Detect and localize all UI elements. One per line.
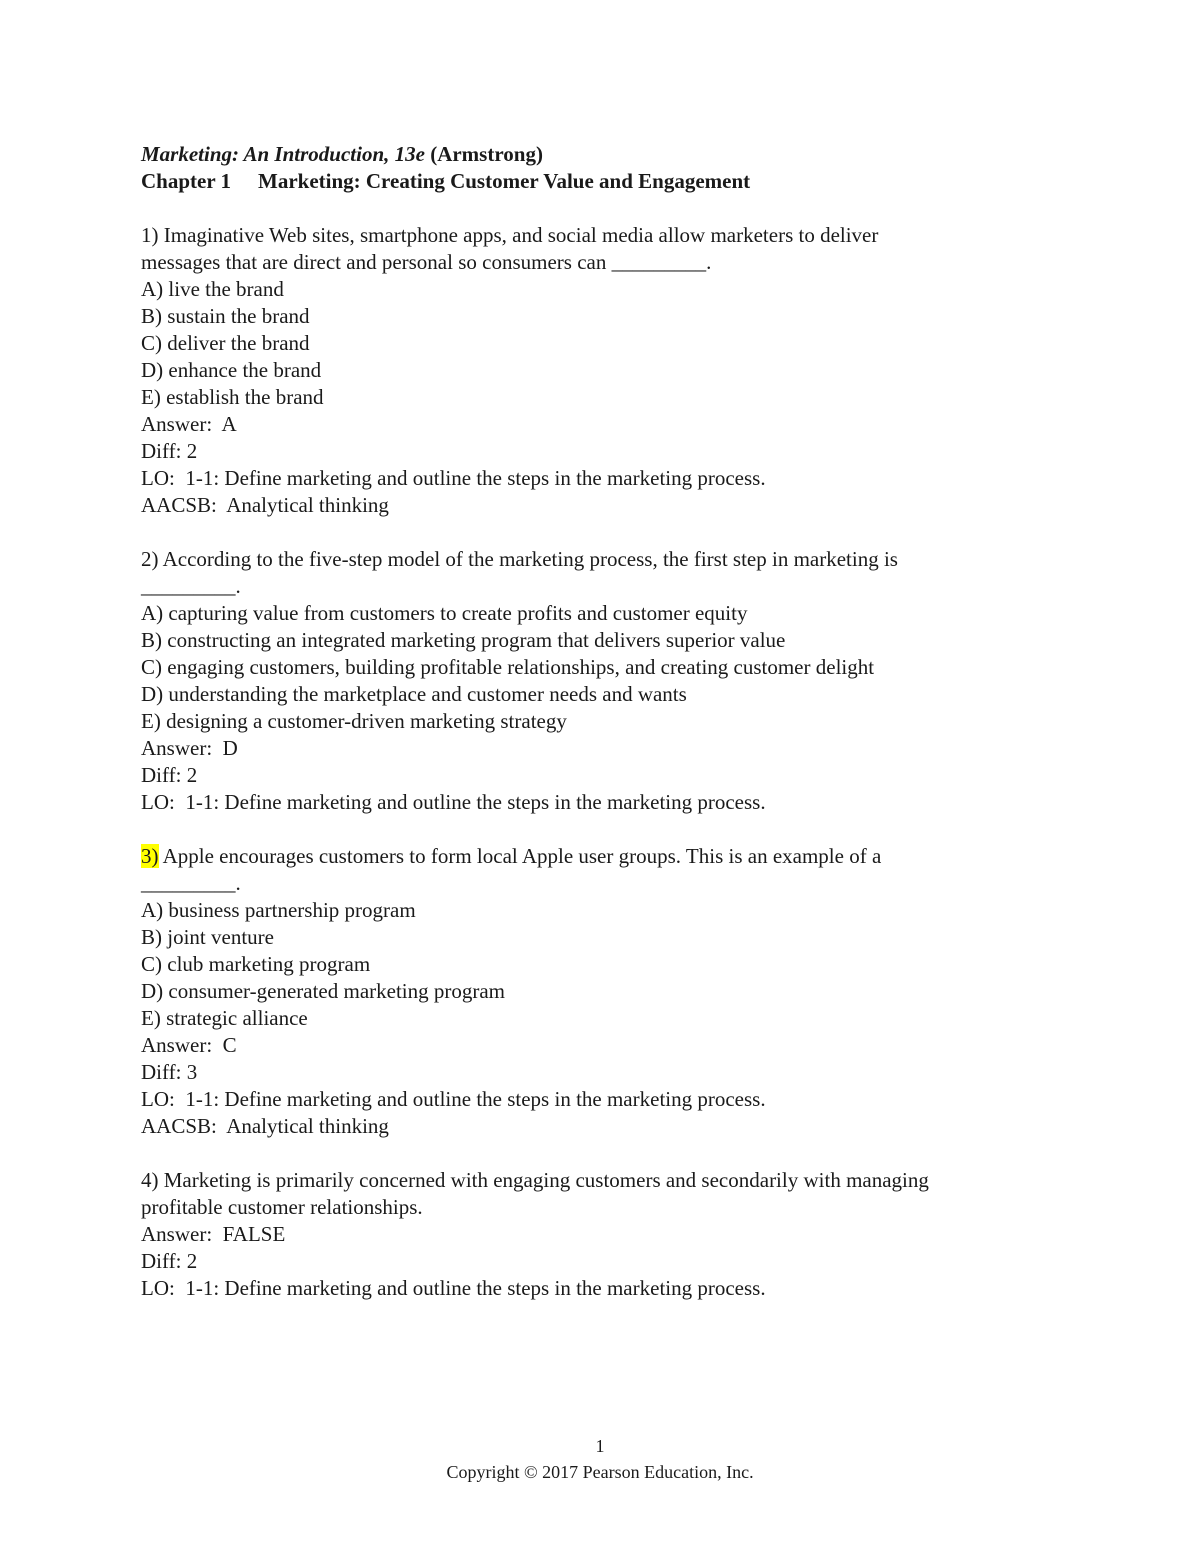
question-stem <box>141 1167 1041 1194</box>
option-c: C) deliver the brand <box>141 331 310 355</box>
spacer <box>141 816 1041 843</box>
question-text: Imaginative Web sites, smartphone apps, and social media allow marketers to deliver <box>158 223 879 247</box>
question-text: Apple encourages customers to form local Apple user groups. This is an example of a <box>158 844 882 868</box>
option-e: E) strategic alliance <box>141 1006 308 1030</box>
question-block-4 <box>141 1167 1041 1302</box>
option-c: C) club marketing program <box>141 952 371 976</box>
chapter-heading <box>141 168 1041 195</box>
answer: Answer: C <box>141 1033 237 1057</box>
difficulty: Diff: 3 <box>141 1060 198 1084</box>
chapter-number: Chapter 1 <box>141 169 232 193</box>
option-e: E) designing a customer-driven marketing strategy <box>141 709 567 733</box>
option-e: E) establish the brand <box>141 385 324 409</box>
answer: Answer: FALSE <box>141 1222 286 1246</box>
difficulty: Diff: 2 <box>141 439 198 463</box>
question-block-2 <box>141 546 1041 816</box>
difficulty: Diff: 2 <box>141 763 198 787</box>
option-a: A) live the brand <box>141 277 284 301</box>
page-content <box>141 141 1041 1302</box>
learning-objective: LO: 1-1: Define marketing and outline the steps in the marketing process. <box>141 790 766 814</box>
answer: Answer: D <box>141 736 238 760</box>
question-block-3 <box>141 843 1041 1140</box>
spacer <box>141 195 1041 222</box>
question-stem <box>141 222 1041 249</box>
spacer <box>141 1140 1041 1167</box>
question-number: 2) <box>141 547 159 571</box>
book-title: Marketing: An Introduction, 13e <box>141 142 425 166</box>
question-number-highlighted: 3) <box>141 844 159 868</box>
copyright-notice: Copyright © 2017 Pearson Education, Inc. <box>446 1462 754 1482</box>
option-a: A) capturing value from customers to create profits and customer equity <box>141 601 748 625</box>
question-text: According to the five-step model of the marketing process, the first step in marketing is <box>158 547 898 571</box>
book-author: (Armstrong) <box>424 142 543 166</box>
book-title-line <box>141 141 1041 168</box>
aacsb: AACSB: Analytical thinking <box>141 1114 389 1138</box>
question-block-1 <box>141 222 1041 519</box>
option-d: D) consumer-generated marketing program <box>141 979 506 1003</box>
question-text-cont: messages that are direct and personal so consumers can _________. <box>141 250 712 274</box>
difficulty: Diff: 2 <box>141 1249 198 1273</box>
question-stem <box>141 843 1041 870</box>
option-b: B) sustain the brand <box>141 304 310 328</box>
answer: Answer: A <box>141 412 237 436</box>
question-text-cont: profitable customer relationships. <box>141 1195 423 1219</box>
aacsb: AACSB: Analytical thinking <box>141 493 389 517</box>
learning-objective: LO: 1-1: Define marketing and outline the steps in the marketing process. <box>141 1087 766 1111</box>
option-b: B) constructing an integrated marketing program that delivers superior value <box>141 628 786 652</box>
option-d: D) understanding the marketplace and customer needs and wants <box>141 682 687 706</box>
question-text-cont: _________. <box>141 574 241 598</box>
question-number: 4) <box>141 1168 159 1192</box>
option-b: B) joint venture <box>141 925 274 949</box>
question-number: 1) <box>141 223 159 247</box>
learning-objective: LO: 1-1: Define marketing and outline the steps in the marketing process. <box>141 1276 766 1300</box>
option-d: D) enhance the brand <box>141 358 322 382</box>
question-text-cont: _________. <box>141 871 241 895</box>
learning-objective: LO: 1-1: Define marketing and outline the steps in the marketing process. <box>141 466 766 490</box>
question-stem <box>141 546 1041 573</box>
option-c: C) engaging customers, building profitable relationships, and creating customer delight <box>141 655 875 679</box>
page-number: 1 <box>595 1436 605 1456</box>
option-a: A) business partnership program <box>141 898 416 922</box>
chapter-title: Marketing: Creating Customer Value and Engagement <box>258 169 751 193</box>
spacer <box>141 519 1041 546</box>
question-text: Marketing is primarily concerned with engaging customers and secondarily with managing <box>158 1168 929 1192</box>
